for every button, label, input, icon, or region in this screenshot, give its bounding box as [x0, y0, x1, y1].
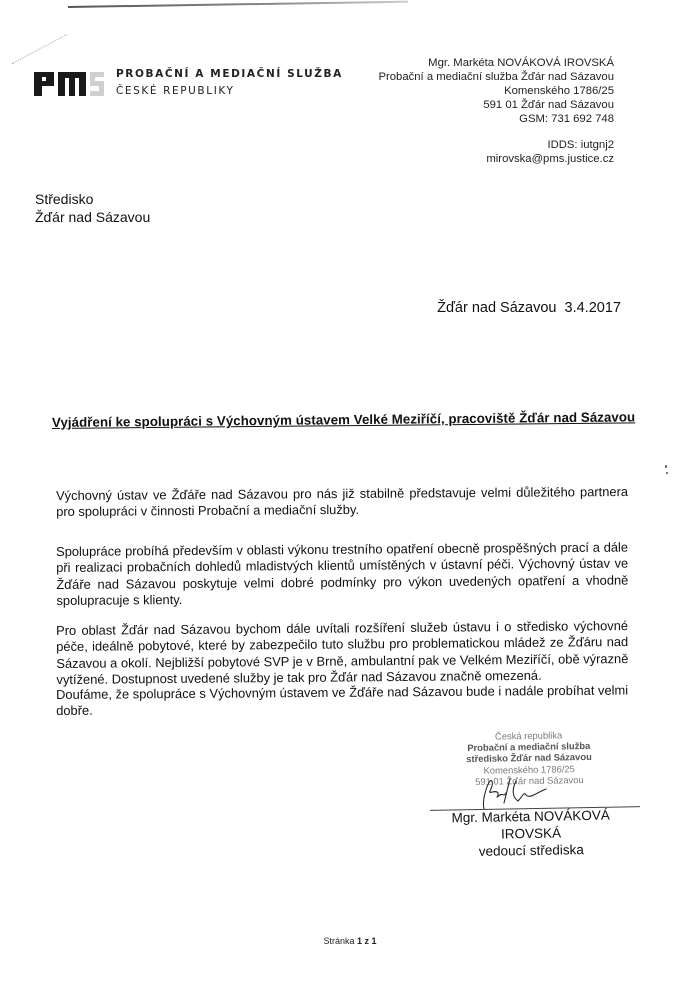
sender-city: 591 01 Žďár nad Sázavou: [483, 99, 614, 111]
signer-name: Mgr. Markéta NOVÁKOVÁ IROVSKÁ: [451, 807, 610, 842]
organization-name: [116, 66, 343, 100]
signature-block: [420, 806, 643, 861]
organization-line-1: PROBAČNÍ A MEDIAČNÍ SLUŽBA: [116, 68, 343, 80]
sender-street: Komenského 1786/25: [504, 85, 614, 97]
scan-artifact-dotted: [12, 34, 68, 65]
stamp-line-3: středisko Žďár nad Sázavou: [466, 751, 592, 765]
dateline: [437, 300, 621, 316]
stamp-line-2: Probační a mediační služba: [467, 740, 591, 754]
recipient-line-2: Žďár nad Sázavou: [35, 209, 151, 225]
page-number: [0, 936, 700, 946]
stamp-line-5: 591 01 Žďár nad Sázavou: [475, 773, 584, 787]
sender-name: Mgr. Markéta NOVÁKOVÁ IROVSKÁ: [428, 57, 614, 69]
scan-speck: [665, 465, 667, 468]
page-current: 1: [356, 936, 362, 946]
recipient-line-1: Středisko: [35, 191, 94, 207]
page-total: 1: [371, 936, 377, 946]
signer-title: vedoucí střediska: [478, 842, 584, 859]
organization-line-2: ČESKÉ REPUBLIKY: [116, 85, 235, 97]
recipient-address: [35, 190, 150, 226]
stamp-line-4: Komenského 1786/25: [483, 762, 575, 776]
page-separator: z: [364, 936, 370, 946]
handwritten-signature-icon: [476, 775, 556, 811]
pms-logo-icon: [32, 68, 104, 98]
body-paragraph: Výchovný ústav ve Žďáře nad Sázavou pro nás již stabilně představuje velmi důležitého partnera pro spolupráci v činnosti Probační a mediační služby.: [56, 484, 629, 520]
dateline-date: 3.4.2017: [564, 300, 621, 316]
stamp-line-1: Česká republika: [494, 729, 563, 742]
dateline-place: Žďár nad Sázavou: [437, 300, 557, 316]
body-paragraph: Spolupráce probíhá především v oblasti výkonu trestního opatření obecně prospěšných prací a dále při realizaci probačních dohledů mladistvých klientů umístěných v ústavní péči. Výchovný ústav ve Žďáře nad Sázavou poskytuje velmi dobré podmínky pro výkon uvedených opatření a vhodně spolupracuje s klienty.: [56, 539, 629, 608]
sender-organization: Probační a mediační služba Žďár nad Sázavou: [378, 71, 614, 83]
page-prefix: Stránka: [323, 936, 355, 946]
body-paragraph: Doufáme, že spolupráce s Výchovným ústavem ve Žďáře nad Sázavou bude i nadále probíhat velmi dobře.: [56, 682, 629, 719]
body-paragraph: Pro oblast Žďár nad Sázavou bychom dále uvítali rozšíření služeb ústavu i o středisko výchovné péče, ideálně pobytové, které by zabezpečilo tuto službu pro problematickou mládež ze Žďáru nad Sázavou a okolí. Nejbližší pobytové SVP je v Brně, ambulantní pak ve Velkém Meziříčí, obě výrazně vytížené. Dostupnost uvedené služby je tak pro Žďár nad Sázavou značně omezená.: [56, 618, 629, 687]
sender-phone: GSM: 731 692 748: [519, 113, 614, 125]
letter-subject: Vyjádření ke spolupráci s Výchovným ústavem Velké Meziříčí, pracoviště Žďár nad Sázavou: [51, 409, 636, 430]
scan-artifact-line: [68, 1, 408, 8]
sender-address-block: [378, 56, 614, 166]
sender-email[interactable]: mirovska@pms.justice.cz: [486, 153, 614, 165]
sender-idds: IDDS: iutgnj2: [547, 139, 614, 151]
scan-speck: [666, 472, 668, 474]
